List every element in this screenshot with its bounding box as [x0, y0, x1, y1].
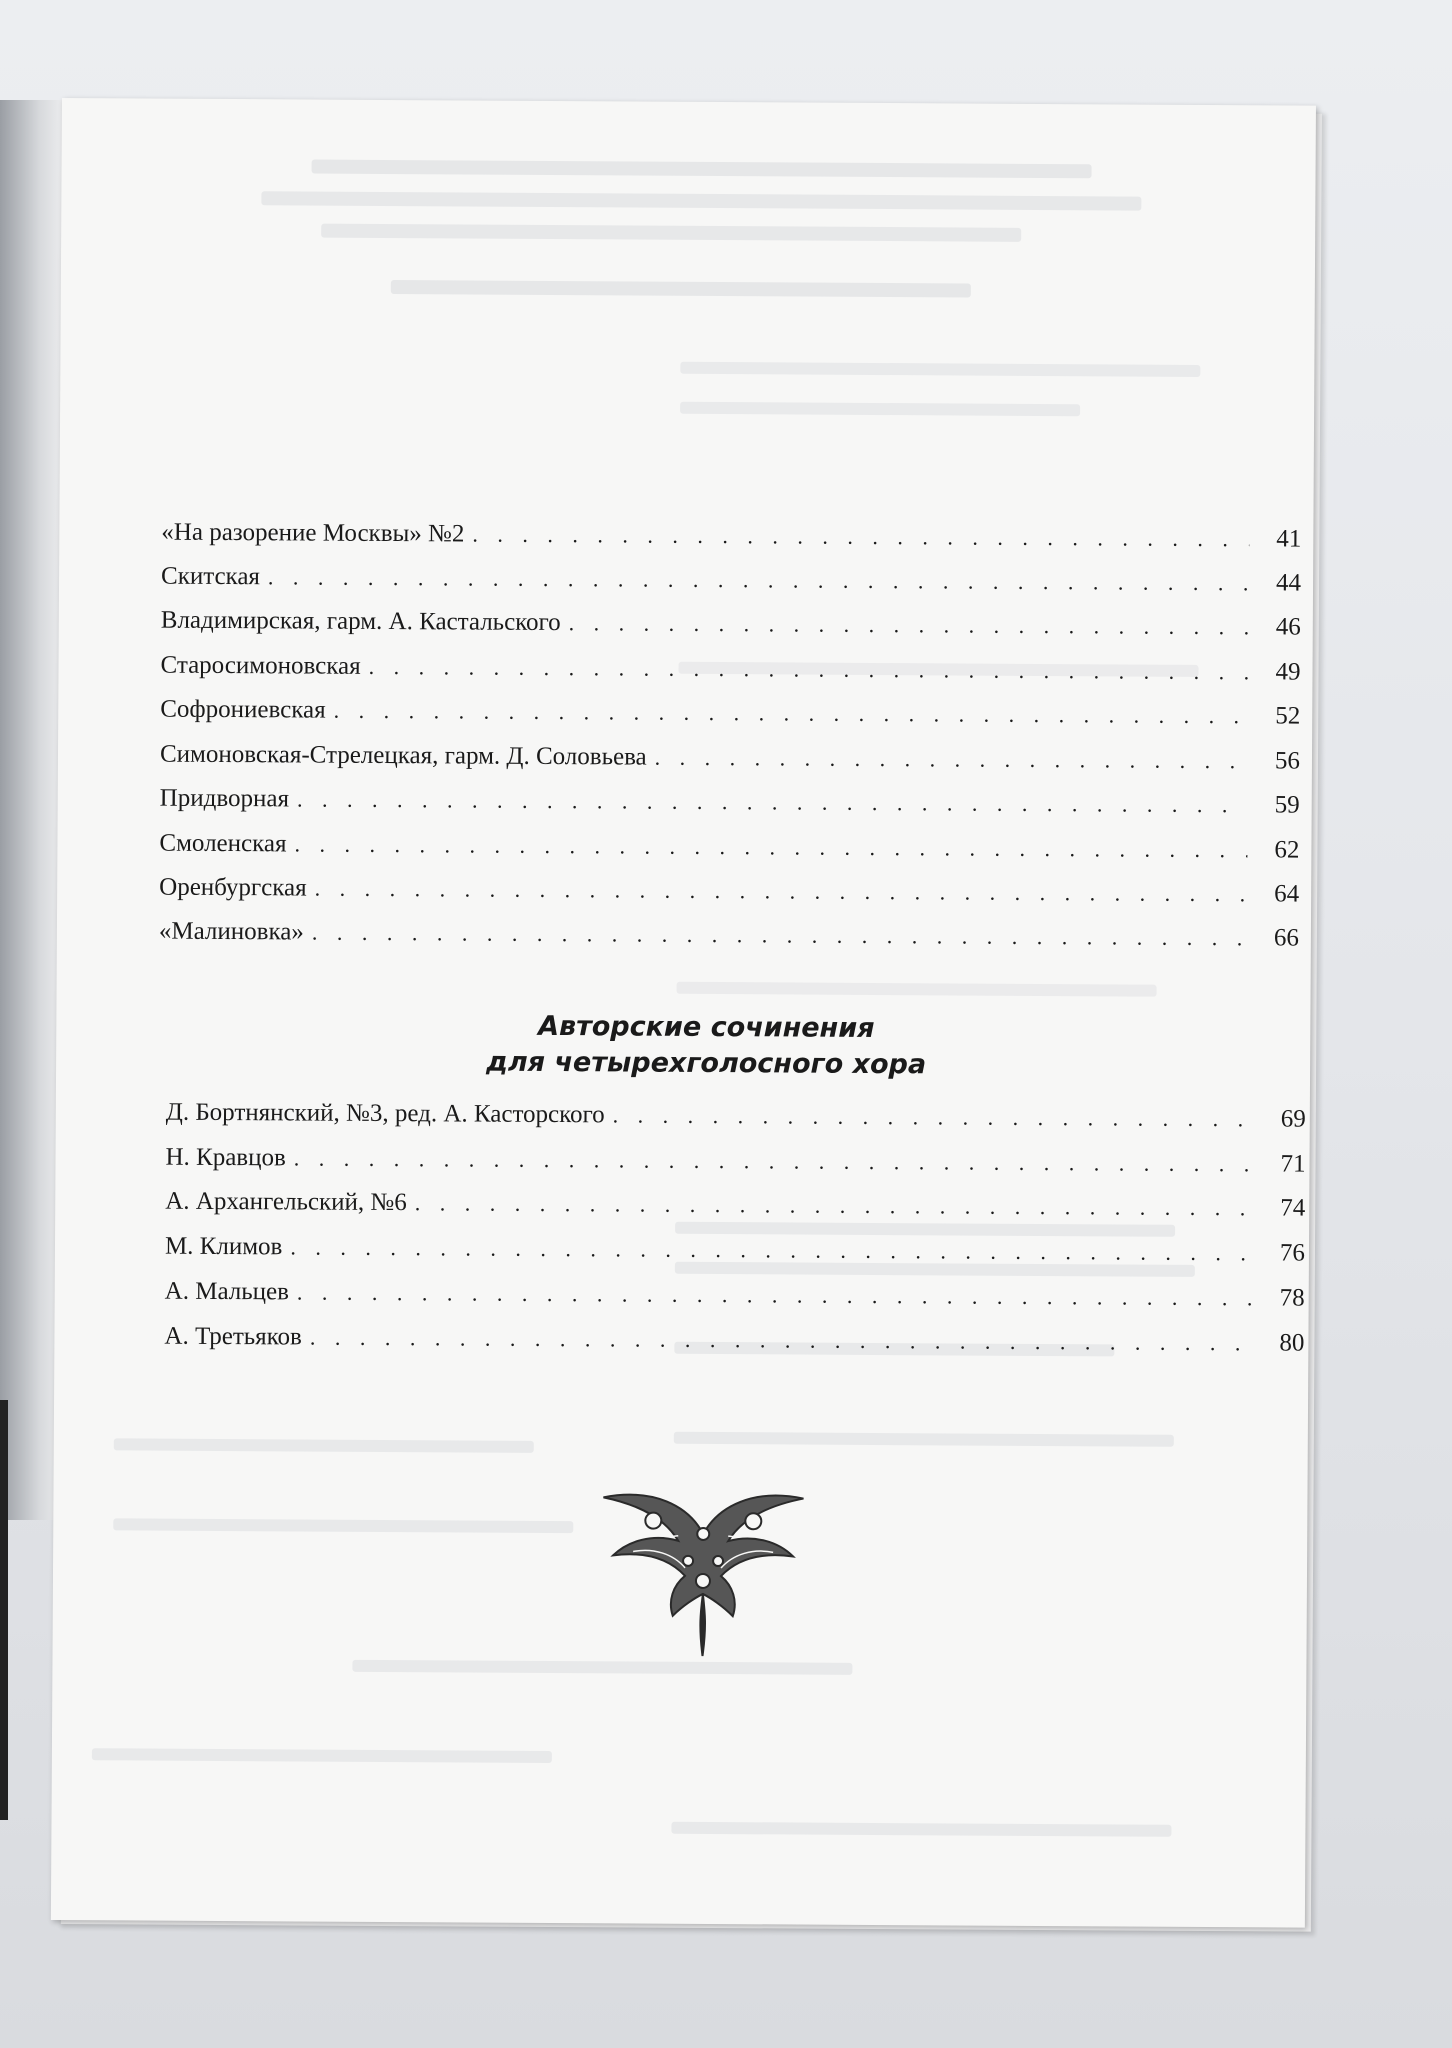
- leader-dots: [334, 698, 1249, 730]
- toc-entry: [160, 785, 1300, 832]
- toc-entry: [165, 1278, 1305, 1325]
- toc-entry-page: 59: [1274, 791, 1300, 819]
- section-heading: [356, 1008, 1056, 1084]
- leader-dots: [472, 522, 1249, 553]
- leader-dots: [310, 1325, 1253, 1357]
- toc-entry: [166, 1099, 1306, 1146]
- toc-entry: [165, 1144, 1305, 1191]
- toc-entry-page: 78: [1279, 1284, 1305, 1312]
- leader-dots: [294, 831, 1247, 863]
- toc-folk-list: [158, 518, 1302, 952]
- toc-entry: [165, 1233, 1305, 1280]
- toc-entry-title: Оренбургская: [159, 873, 307, 902]
- toc-entry-page: 44: [1275, 569, 1302, 597]
- toc-entry-page: 56: [1274, 747, 1301, 775]
- toc-entry-title: Придворная: [159, 784, 290, 813]
- leader-dots: [613, 1102, 1254, 1132]
- ornament-vignette-icon: [592, 1485, 813, 1666]
- toc-entry-page: 71: [1280, 1150, 1306, 1178]
- toc-entry: [161, 519, 1301, 566]
- leader-dots: [655, 745, 1248, 775]
- toc-entry: [161, 563, 1301, 610]
- toc-entry-title: А. Третьяков: [164, 1322, 303, 1351]
- toc-entry-title: Симоновская-Стрелецкая, гарм. Д. Соловьева: [159, 740, 647, 771]
- leader-dots: [268, 564, 1249, 596]
- toc-entry-title: Владимирская, гарм. А. Кастальского: [160, 606, 561, 637]
- leader-dots: [294, 1145, 1254, 1177]
- toc-entry-title: Софрониевская: [160, 695, 326, 724]
- leader-dots: [415, 1190, 1254, 1221]
- book-spine: [0, 1400, 8, 1820]
- leader-dots: [297, 1279, 1253, 1311]
- toc-entry-page: 41: [1276, 525, 1302, 553]
- toc-entry-title: Н. Кравцов: [165, 1143, 286, 1172]
- toc-entry-page: 46: [1275, 613, 1301, 641]
- toc-entry: [159, 830, 1299, 877]
- toc-entry: [160, 696, 1300, 743]
- toc-entry-page: 52: [1275, 702, 1301, 730]
- toc-entry-title: А. Мальцев: [164, 1277, 290, 1306]
- toc-entry: [161, 607, 1301, 654]
- toc-authors-list: [164, 1098, 1306, 1357]
- toc-entry-page: 49: [1275, 658, 1301, 686]
- section-heading-line1: Авторские сочинения: [538, 1010, 875, 1044]
- leader-dots: [315, 876, 1248, 908]
- toc-entry-page: 76: [1279, 1239, 1306, 1267]
- toc-entry-page: 62: [1274, 836, 1300, 864]
- toc-entry: [159, 918, 1299, 965]
- toc-entry-page: 64: [1274, 880, 1300, 908]
- toc-entry-title: «Малиновка»: [158, 917, 304, 946]
- toc-entry: [165, 1188, 1305, 1235]
- book-page: [51, 98, 1316, 1928]
- toc-entry-page: 66: [1273, 924, 1299, 952]
- leader-dots: [312, 920, 1247, 952]
- toc-entry: [160, 652, 1300, 699]
- section-heading-line2: для четырехголосного хора: [485, 1046, 927, 1081]
- toc-entry-page: 69: [1280, 1105, 1306, 1133]
- toc-entry: [159, 874, 1299, 921]
- toc-entry-page: 80: [1279, 1329, 1305, 1357]
- toc-entry-title: Смоленская: [159, 829, 287, 858]
- toc-entry-title: Д. Бортнянский, №3, ред. А. Касторского: [165, 1098, 605, 1129]
- toc-entry-title: Старосимоновская: [160, 651, 361, 680]
- toc-entry-title: М. Климов: [164, 1232, 283, 1261]
- toc-entry-title: Скитская: [160, 562, 261, 591]
- toc-entry: [160, 741, 1300, 788]
- toc-entry-title: «На разорение Москвы» №2: [161, 518, 465, 548]
- toc-entry-page: 74: [1280, 1194, 1306, 1222]
- leader-dots: [297, 786, 1248, 818]
- leader-dots: [290, 1234, 1253, 1266]
- toc-entry: [164, 1323, 1304, 1370]
- leader-dots: [369, 654, 1249, 685]
- leader-dots: [569, 610, 1249, 640]
- toc-entry-title: А. Архангельский, №6: [165, 1187, 407, 1217]
